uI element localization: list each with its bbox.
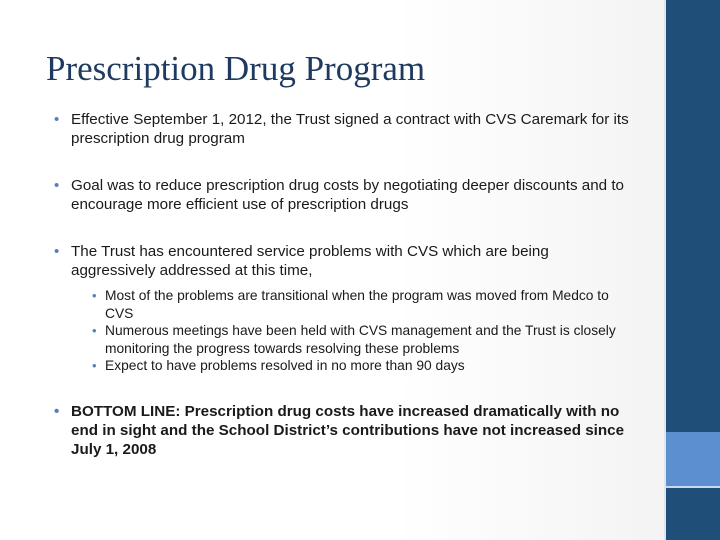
bullet-marker: • <box>54 243 60 260</box>
sub-bullet-item <box>92 322 634 357</box>
sub-bullet-marker: • <box>92 288 97 303</box>
bullet-item <box>54 242 634 280</box>
sub-bullet-text: Expect to have problems resolved in no more than 90 days <box>105 358 465 373</box>
sub-bullet-list <box>54 287 634 375</box>
bullet-text: Effective September 1, 2012, the Trust signed a contract with CVS Caremark for its prescription drug program <box>71 111 629 147</box>
slide-title: Prescription Drug Program <box>46 49 426 88</box>
bullet-text: BOTTOM LINE: Prescription drug costs have increased dramatically with no end in sight and the School District’s contributions have not increased since July 1, 2008 <box>71 402 625 458</box>
sub-bullet-text: Numerous meetings have been held with CVS management and the Trust is closely monitoring the progress towards resolving these problems <box>105 323 616 356</box>
bullet-marker: • <box>54 402 60 420</box>
sub-bullet-text: Most of the problems are transitional when the program was moved from Medco to CVS <box>105 288 609 321</box>
bullet-text: The Trust has encountered service problems with CVS which are being aggressively addressed at this time, <box>71 243 549 279</box>
sub-bullet-marker: • <box>92 358 97 373</box>
bullet-text: Goal was to reduce prescription drug costs by negotiating deeper discounts and to encourage more efficient use of prescription drugs <box>71 177 624 213</box>
side-bar-separator <box>666 486 720 488</box>
sub-bullet-item <box>92 287 634 322</box>
side-bar-accent <box>666 432 720 486</box>
bullet-marker: • <box>54 111 60 128</box>
sub-bullet-marker: • <box>92 323 97 338</box>
bullet-marker: • <box>54 177 60 194</box>
bullet-item <box>54 176 634 214</box>
slide-content <box>54 110 634 459</box>
bullet-item <box>54 110 634 148</box>
bottom-line-bullet <box>54 402 634 459</box>
sub-bullet-item <box>92 357 634 375</box>
